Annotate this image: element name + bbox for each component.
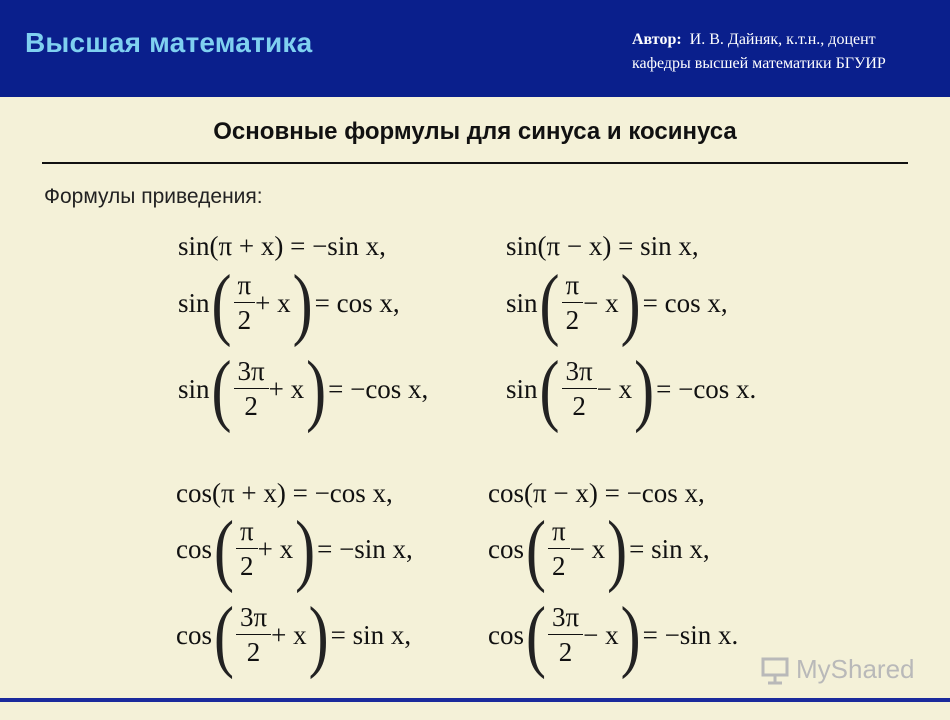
author-line2: кафедры высшей математики БГУИР: [632, 55, 886, 72]
section-subtitle: Формулы приведения:: [44, 185, 263, 208]
formula-cos-3pi2-minus-x: cos ( $\frac{3\pi}{2}$ − x ) = −sin x.: [488, 590, 739, 680]
formula-sin-3pi2-minus-x: sin ( $\frac{3\pi}{2}$ − x ) = −cos x.: [506, 344, 757, 434]
formula-cos-pi2-plus-x: cos ( $\frac{\pi}{2}$ + x ) = −sin x,: [176, 504, 413, 594]
formula-sin-pi2-minus-x: sin ( $\frac{\pi}{2}$ − x ) = cos x,: [506, 258, 728, 348]
formula-cos-pi2-minus-x: cos ( $\frac{\pi}{2}$ − x ) = sin x,: [488, 504, 710, 594]
watermark-text: MyShared: [796, 654, 915, 684]
formula-sin-pi2-plus-x: sin ( $\frac{\pi}{2}$ + x ) = cos x,: [178, 258, 400, 348]
formula-cos-3pi2-plus-x: cos ( $\frac{3\pi}{2}$ + x ) = sin x,: [176, 590, 412, 680]
formula-sin-pi-minus-x: sin (π − x) = sin x,: [506, 231, 699, 261]
formula-sin-pi-plus-x: sin (π + x) = −sin x,: [178, 231, 386, 261]
author-line1: И. В. Дайняк, к.т.н., доцент: [689, 31, 876, 48]
myshared-watermark: [760, 654, 915, 685]
author-info: [632, 28, 942, 76]
formula-cos-pi-minus-x: cos (π − x) = −cos x,: [488, 478, 705, 508]
author-label: Автор:: [632, 31, 682, 48]
presentation-icon: [760, 655, 790, 685]
formula-cos-pi-plus-x: cos (π + x) = −cos x,: [176, 478, 393, 508]
bottom-bar: [0, 698, 950, 702]
header-bar: [0, 0, 950, 97]
formula-sin-3pi2-plus-x: sin ( $\frac{3\pi}{2}$ + x ) = −cos x,: [178, 344, 429, 434]
course-title: Высшая математика: [25, 27, 313, 58]
slide-title: Основные формулы для синуса и косинуса: [213, 118, 737, 145]
title-divider: [42, 162, 908, 164]
